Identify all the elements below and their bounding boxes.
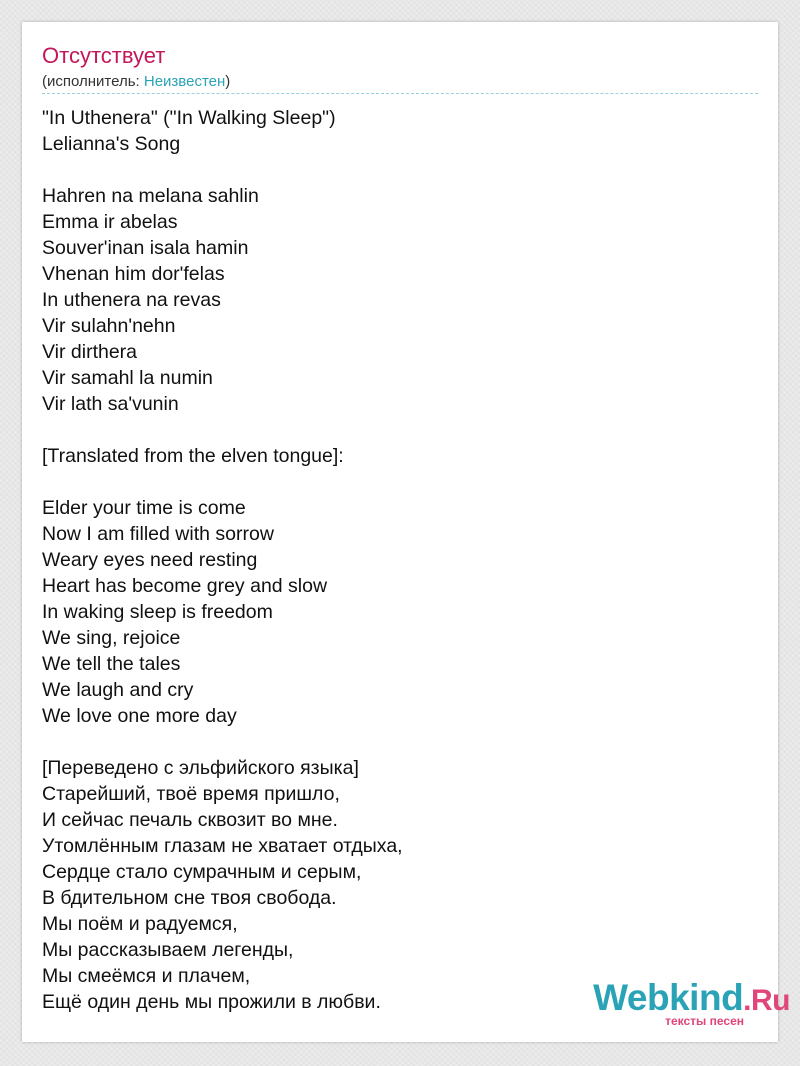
lyric-line: Мы смеёмся и плачем, xyxy=(42,965,251,987)
lyric-line: Мы рассказываем легенды, xyxy=(42,939,294,961)
artist-suffix: ) xyxy=(225,73,231,90)
lyric-line: Souver'inan isala hamin xyxy=(42,237,249,259)
lyric-line: Vhenan him dor'felas xyxy=(42,263,225,285)
lyric-line: Heart has become grey and slow xyxy=(42,575,328,597)
logo-tld: .Ru xyxy=(743,984,790,1017)
lyric-line: [Translated from the elven tongue]: xyxy=(42,445,344,467)
lyric-line: Lelianna's Song xyxy=(42,133,181,155)
lyric-line: В бдительном сне твоя свобода. xyxy=(42,887,337,909)
lyrics-sheet xyxy=(22,22,778,1042)
logo-subtitle: тексты песен xyxy=(665,1014,744,1028)
lyric-line: In waking sleep is freedom xyxy=(42,601,273,623)
lyric-line: [Переведено с эльфийского языка] xyxy=(42,757,359,779)
lyric-line xyxy=(42,157,403,183)
lyric-line: We laugh and cry xyxy=(42,679,194,701)
lyric-line: Vir sulahn'nehn xyxy=(42,315,176,337)
lyric-line: We love one more day xyxy=(42,705,237,727)
lyric-line: We sing, rejoice xyxy=(42,627,181,649)
lyric-line: We tell the tales xyxy=(42,653,181,675)
lyric-line: Ещё один день мы прожили в любви. xyxy=(42,991,381,1013)
lyric-line xyxy=(42,729,403,755)
lyric-line: Утомлённым глазам не хватает отдыха, xyxy=(42,835,403,857)
lyric-line xyxy=(42,417,403,443)
header-divider xyxy=(42,93,758,94)
lyric-line: И сейчас печаль сквозит во мне. xyxy=(42,809,338,831)
site-logo[interactable] xyxy=(593,977,790,1028)
lyric-line: Vir dirthera xyxy=(42,341,138,363)
lyric-line: Hahren na melana sahlin xyxy=(42,185,259,207)
lyrics-text xyxy=(42,105,403,1015)
lyric-line xyxy=(42,469,403,495)
lyric-line: Elder your time is come xyxy=(42,497,246,519)
lyric-line: Vir samahl la numin xyxy=(42,367,213,389)
artist-link[interactable]: Неизвестен xyxy=(143,73,226,90)
lyric-line: "In Uthenera" ("In Walking Sleep") xyxy=(42,107,336,129)
lyric-line: Emma ir abelas xyxy=(42,211,178,233)
lyric-line: Сердце стало сумрачным и серым, xyxy=(42,861,362,883)
artist-line xyxy=(42,73,230,91)
lyric-line: Weary eyes need resting xyxy=(42,549,258,571)
lyric-line: Now I am filled with sorrow xyxy=(42,523,274,545)
logo-wordmark: Webkind xyxy=(593,977,744,1018)
lyric-line: Старейший, твоё время пришло, xyxy=(42,783,340,805)
lyric-line: In uthenera na revas xyxy=(42,289,221,311)
lyric-line: Vir lath sa'vunin xyxy=(42,393,179,415)
artist-prefix: (исполнитель: xyxy=(42,73,144,90)
song-title: Отсутствует xyxy=(42,43,166,68)
lyric-line: Мы поём и радуемся, xyxy=(42,913,238,935)
